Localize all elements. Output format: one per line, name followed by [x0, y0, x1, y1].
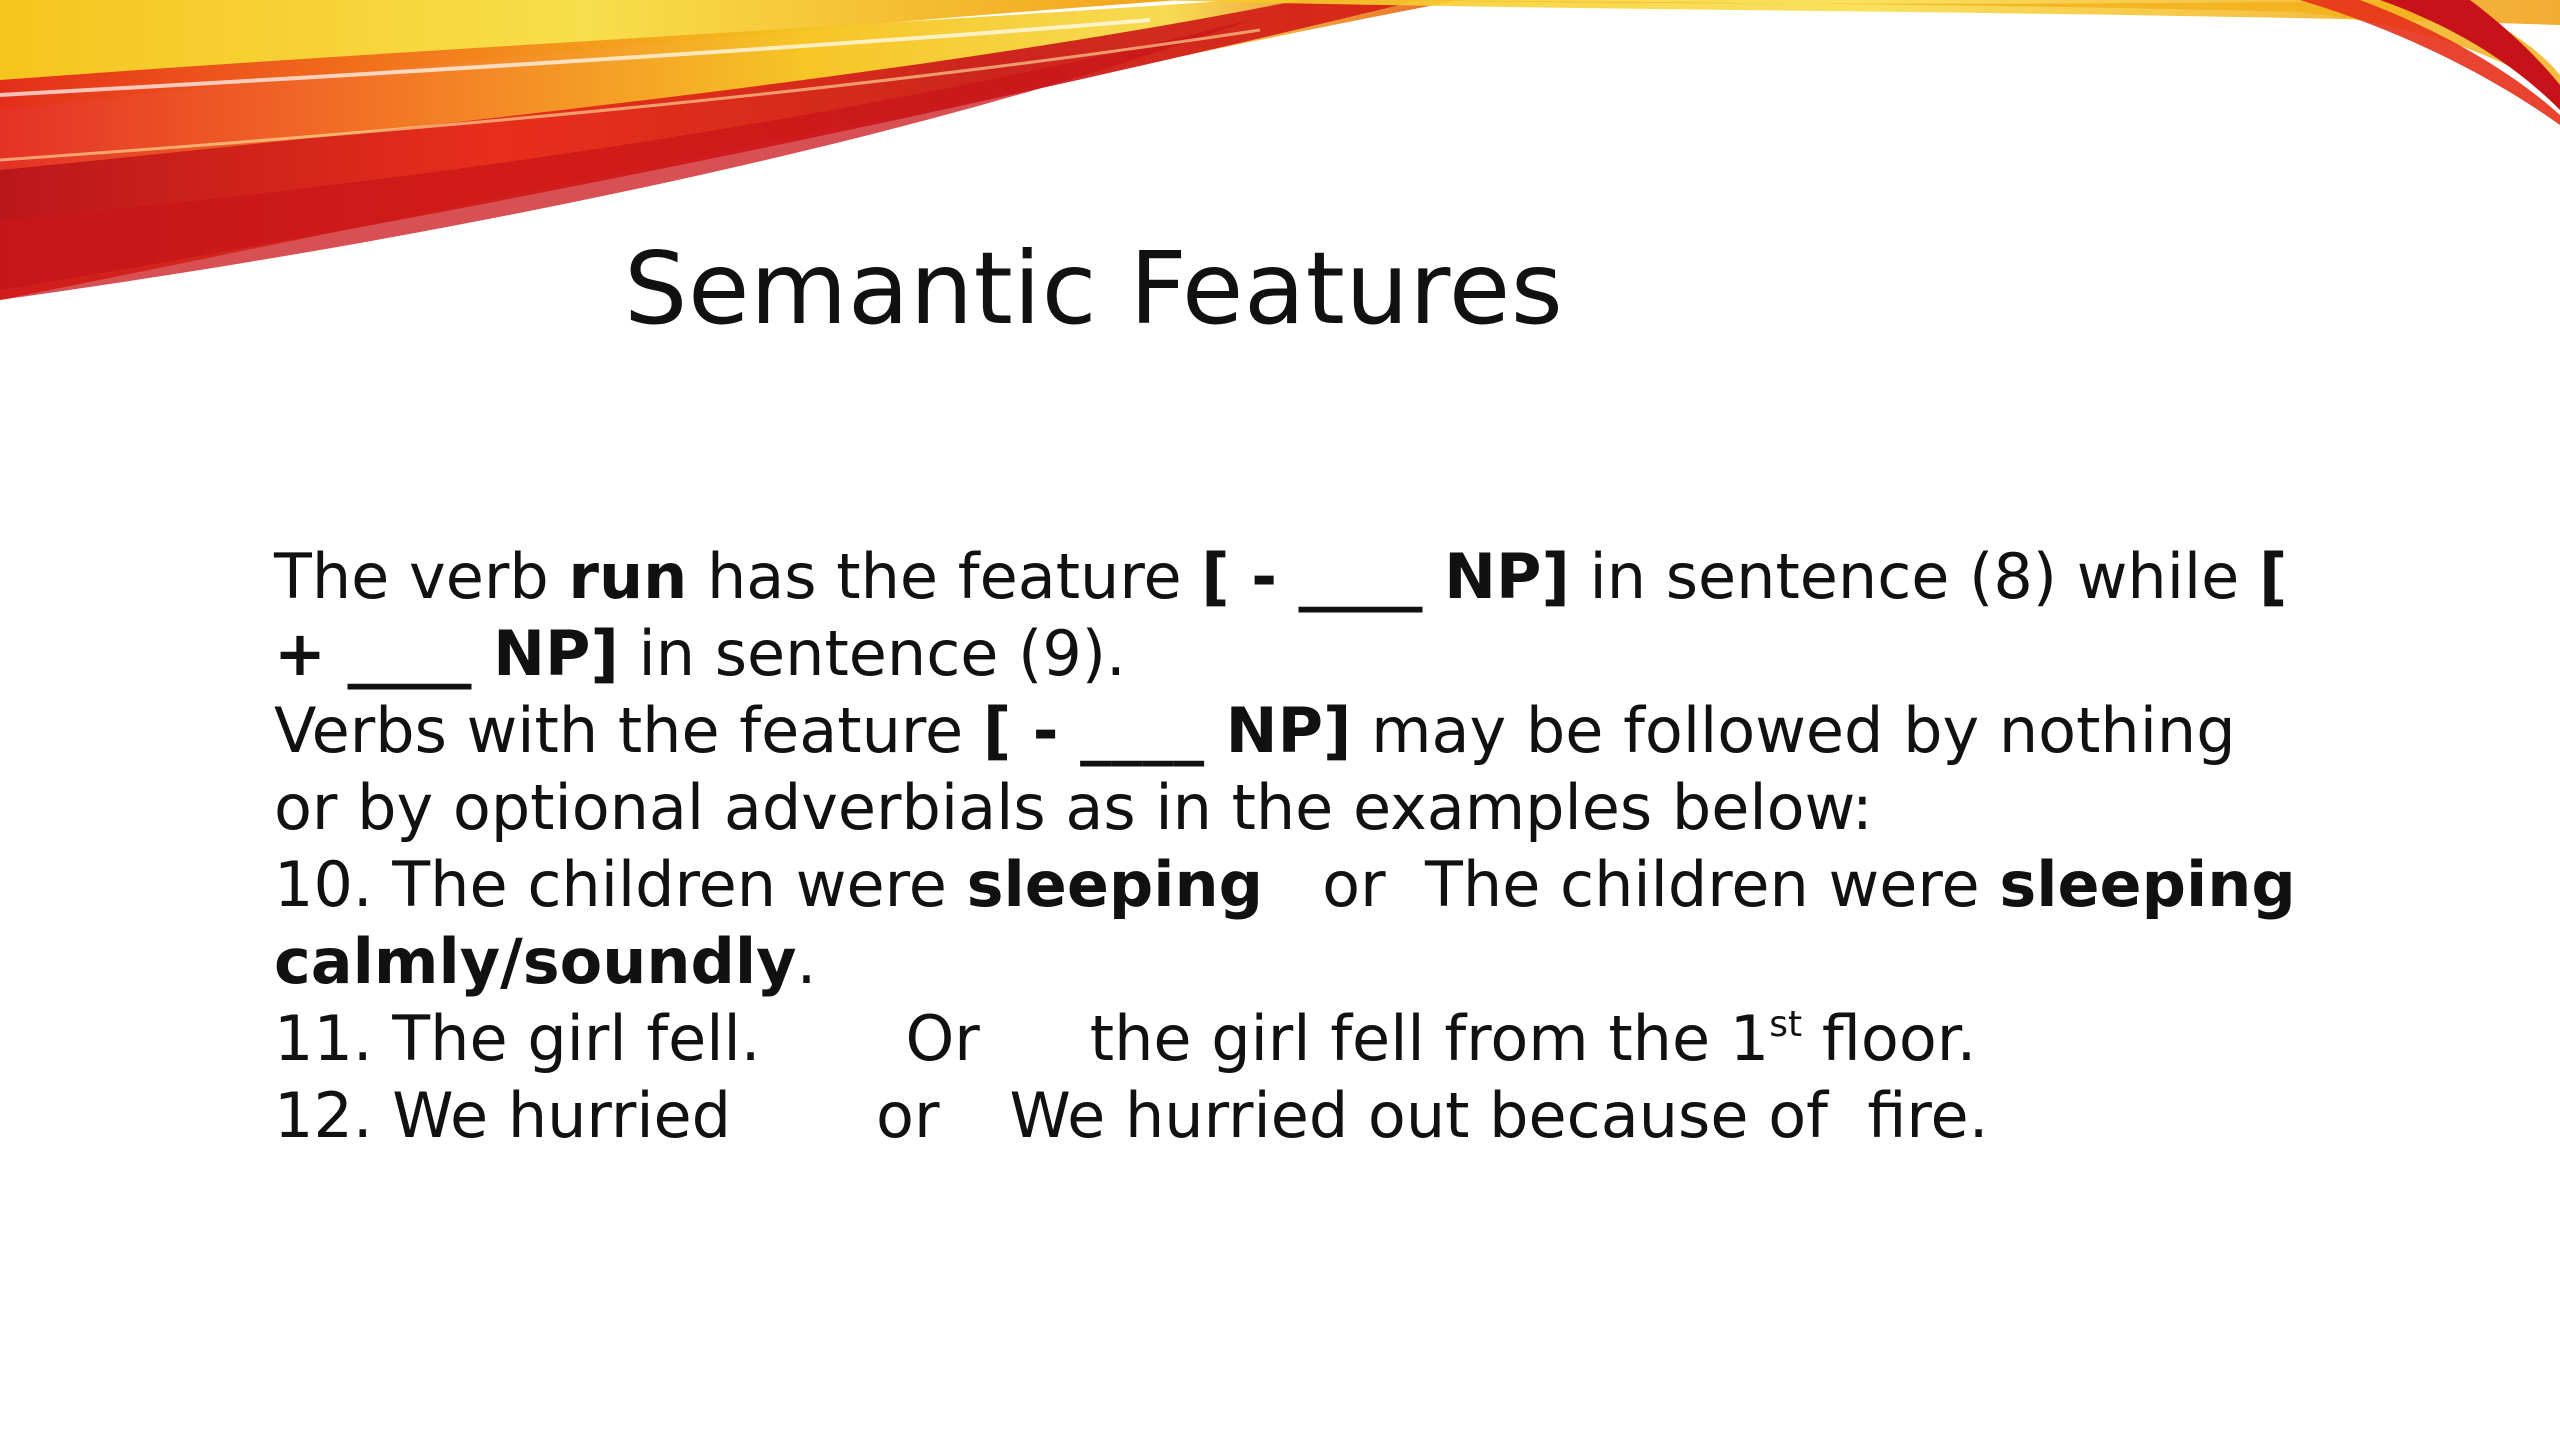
- text-run: 12. We hurried: [274, 1079, 732, 1152]
- bold-run: sleeping: [966, 848, 1264, 921]
- text-run: the girl fell from the 1: [1089, 1002, 1770, 1075]
- bold-run: [: [2259, 540, 2288, 613]
- slide-title: Semantic Features: [624, 230, 1564, 347]
- body-line-7: [274, 1000, 2274, 1077]
- body-line-2: [274, 615, 2274, 692]
- text-run: may be followed by nothing: [1351, 694, 2236, 767]
- bold-run: run: [568, 540, 688, 613]
- text-run: .: [796, 925, 817, 998]
- text-run: 10. The children were: [274, 848, 967, 921]
- text-run: in sentence (8) while: [1569, 540, 2260, 613]
- text-run: We hurried out because of fire.: [1009, 1079, 1989, 1152]
- text-run: in sentence (9).: [618, 617, 1126, 690]
- bold-run: sleeping: [1999, 848, 2296, 921]
- slide-body: [274, 538, 2296, 1154]
- text-run: floor.: [1802, 1002, 1977, 1075]
- bold-run: [ - ____ NP]: [1201, 540, 1570, 613]
- body-line-5: [274, 846, 2296, 923]
- text-run: has the feature: [687, 540, 1202, 613]
- body-line-4: [274, 769, 2274, 846]
- body-line-6: [274, 923, 2274, 1000]
- superscript: st: [1769, 1004, 1803, 1045]
- text-run: 11. The girl fell.: [274, 1002, 761, 1075]
- text-run: Or: [905, 1002, 980, 1075]
- bold-run: calmly/soundly: [274, 925, 797, 998]
- body-line-3: [274, 692, 2274, 769]
- bold-run: + ____ NP]: [274, 617, 619, 690]
- body-line-1: [274, 538, 2288, 615]
- text-run: or by optional adverbials as in the examples below:: [274, 771, 1873, 844]
- body-line-8: [274, 1077, 2274, 1154]
- text-run: or The children were: [1263, 848, 2000, 921]
- text-run: The verb: [274, 540, 569, 613]
- text-run: or: [876, 1079, 940, 1152]
- text-run: Verbs with the feature: [274, 694, 983, 767]
- bold-run: [ - ____ NP]: [982, 694, 1352, 767]
